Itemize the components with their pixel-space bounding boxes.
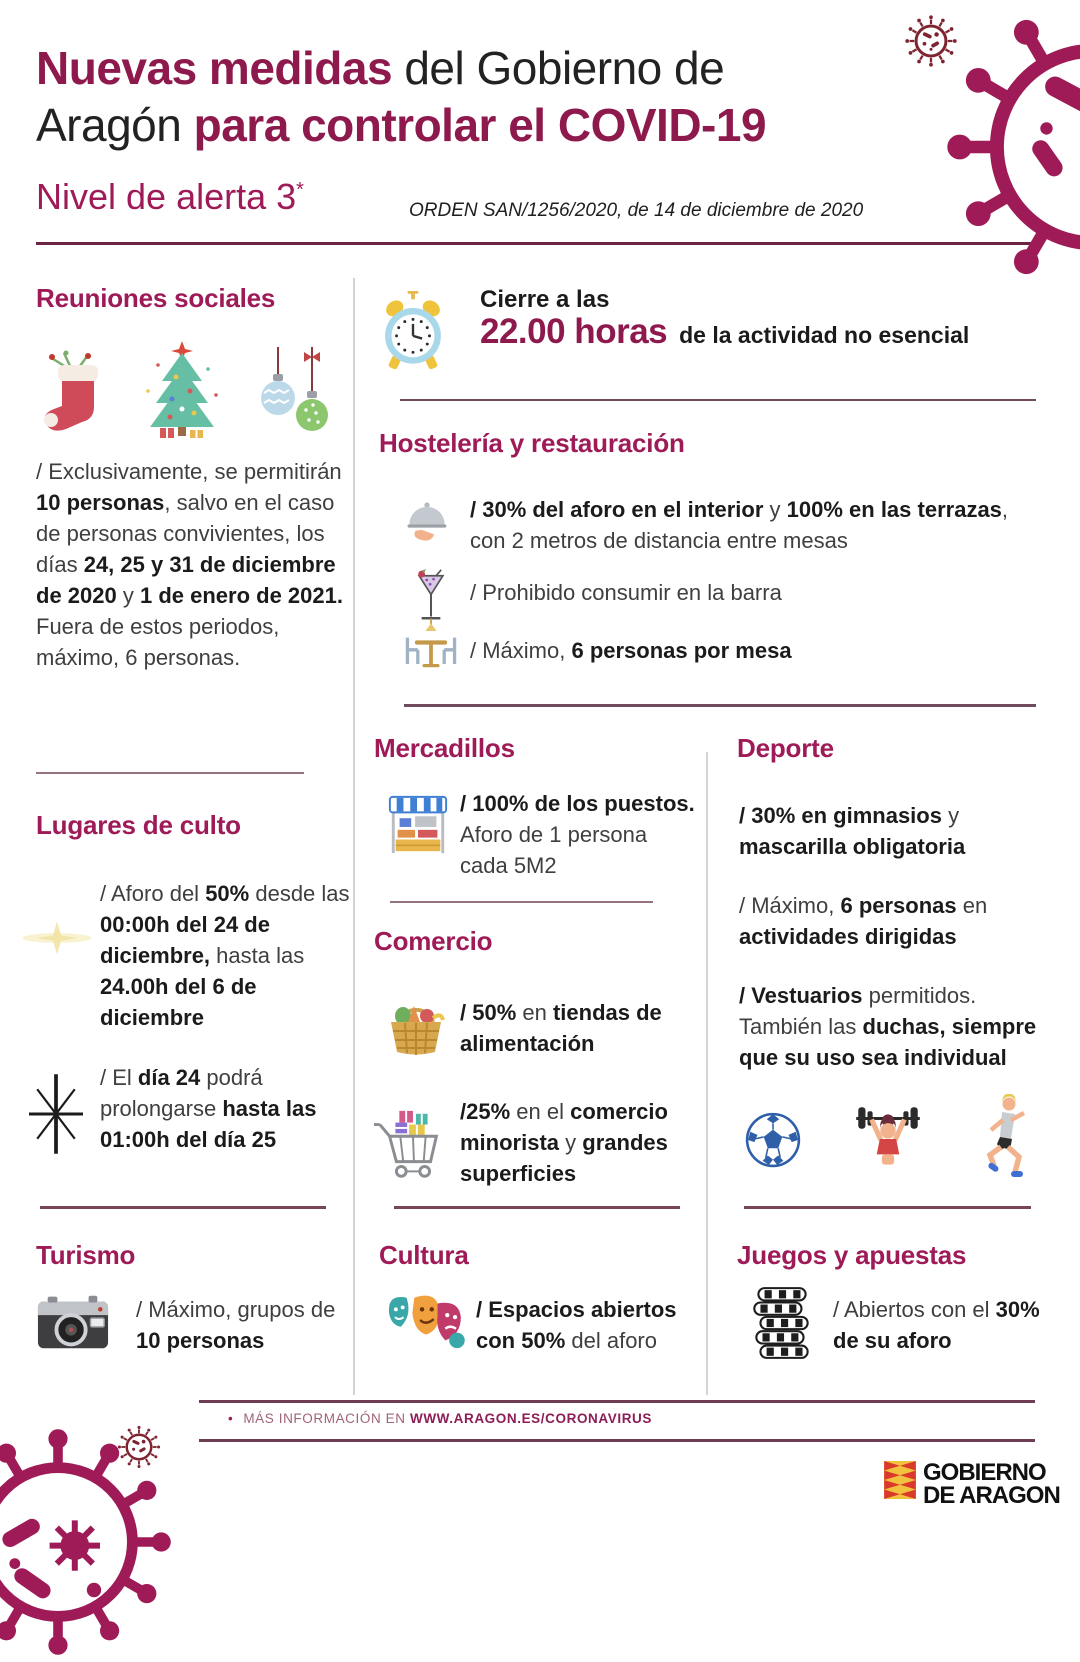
hosteleria-item-2: / Prohibido consumir en la barra [470,580,782,605]
column-divider-left [353,278,355,1395]
star-of-bethlehem-icon [26,1062,86,1166]
deporte-item-2: / Máximo, 6 personas en actividades dirigidas [739,893,988,949]
cultura-item-1: / Espacios abiertos con 50% del aforo [476,1297,677,1353]
christmas-icons-row [36,333,336,445]
alarm-clock-icon [381,286,445,382]
section-title-mercadillos: Mercadillos [374,733,515,763]
comercio-item-2: /25% en el comercio minorista y grandes superficies [460,1099,668,1186]
closure-rest: de la actividad no esencial [679,322,970,348]
sports-icons-row [744,1090,1034,1190]
closure-intro: Cierre a las [480,286,610,313]
candle-glow-icon [20,916,94,960]
footer-small-virus-icon [116,1424,162,1470]
hosteleria-item-1: / 30% del aforo en el interior y 100% en las terrazas, con 2 metros de distancia entre mesas [470,497,1009,553]
section-title-cultura: Cultura [379,1240,469,1270]
deporte-item-1: / 30% en gimnasios y mascarilla obligatoria [739,803,966,859]
gobierno-aragon-logo [884,1461,1060,1507]
theater-masks-icon [383,1288,465,1352]
column-divider-right [706,752,708,1395]
market-stall-icon [386,793,450,857]
large-virus-icon [938,0,1080,302]
logo-line-1: GOBIERNO [923,1459,1046,1486]
footer-bullet: • [228,1411,234,1426]
serving-cloche-icon [404,498,450,544]
section-title-hosteleria: Hostelería y restauración [379,428,685,458]
footer-rule-bottom [199,1439,1035,1442]
deporte-item-3: / Vestuarios permitidos. También las duchas, siempre que su uso sea individual [739,983,1037,1070]
section-title-reuniones: Reuniones sociales [36,283,276,313]
closure-divider [400,399,1036,401]
soccer-ball-icon [744,1111,802,1169]
turismo-divider [40,1206,326,1209]
christmas-baubles-icon [254,345,336,445]
mercadillos-item-1: / 100% de los puestos. Aforo de 1 persona cada 5M2 [460,791,695,878]
closure-time: 22.00 horas [480,312,668,351]
reuniones-divider [36,772,304,774]
hosteleria-divider [404,704,1036,707]
page-title [36,40,876,154]
footer-info-prefix: MÁS INFORMACIÓN EN [243,1411,410,1426]
culto-item-2: / El día 24 podrá prolongarse hasta las 01:00h del día 25 [100,1065,317,1152]
footer-info [228,1411,652,1426]
section-title-culto: Lugares de culto [36,810,241,840]
poker-chips-icon [750,1284,814,1362]
alert-asterisk: * [296,179,304,201]
comercio-item-1: / 50% en tiendas de alimentación [460,1000,662,1056]
shopping-cart-icon [372,1104,452,1188]
culto-item-1: / Aforo del 50% desde las 00:00h del 24 de diciembre, hasta las 24.00h del 6 de diciembre [100,881,350,1030]
footer-info-url: WWW.ARAGON.ES/CORONAVIRUS [410,1411,652,1426]
turismo-item-1: / Máximo, grupos de 10 personas [136,1297,336,1353]
alert-level: Nivel de alerta 3* [36,176,304,217]
section-title-juegos: Juegos y apuestas [737,1240,967,1270]
order-reference: ORDEN SAN/1256/2020, de 14 de diciembre de 2020 [409,200,864,221]
section-title-comercio: Comercio [374,926,493,956]
section-title-turismo: Turismo [36,1240,136,1270]
juegos-divider [744,1206,1031,1209]
logo-line-2: DE ARAGON [923,1482,1060,1509]
footer-rule-top [199,1400,1035,1403]
title-run: Nuevas medidas [36,42,393,94]
section-title-deporte: Deporte [737,733,834,763]
christmas-stocking-icon [36,345,110,445]
weightlifter-icon [850,1099,926,1181]
mercadillos-divider [390,901,653,903]
title-run: Aragón [36,99,194,151]
runner-icon [974,1094,1034,1186]
grocery-basket-icon [383,996,449,1058]
hosteleria-item-3: / Máximo, 6 personas por mesa [470,638,792,663]
header-rule [36,242,1040,245]
table-chairs-icon [398,616,464,678]
juegos-item-1: / Abiertos con el 30% de su aforo [833,1297,1040,1353]
title-run: del Gobierno de [392,42,725,94]
aragon-flag-icon [884,1461,916,1499]
camera-icon [36,1289,110,1355]
cultura-divider [394,1206,680,1209]
logo-text [923,1461,1060,1507]
closure-time-row [480,312,969,352]
title-run: para controlar el COVID-19 [193,99,767,151]
christmas-tree-icon [136,337,228,445]
reuniones-text: / Exclusivamente, se permitirán 10 personas, salvo en el caso de personas convivientes, los días 24, 25 y 31 de diciembre de 2020 y 1 de enero de 2021. Fuera de estos periodos, máximo, 6 personas. [36,459,343,670]
